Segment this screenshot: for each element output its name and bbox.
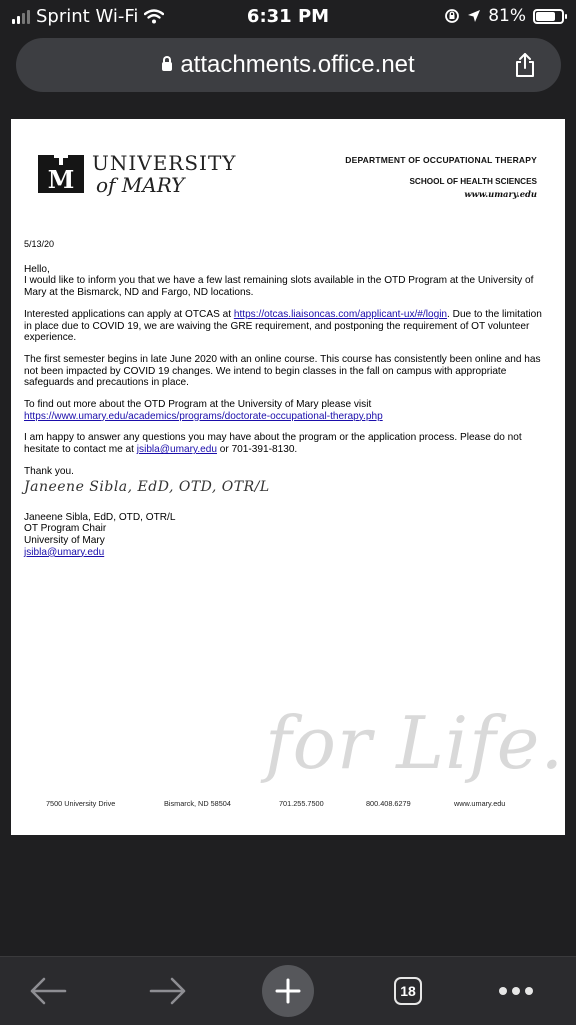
signer-block <box>24 512 551 559</box>
school-name: SCHOOL OF HEALTH SCIENCES <box>409 177 537 186</box>
carrier-label: Sprint Wi-Fi <box>36 6 139 27</box>
footer-address: 7500 University Drive <box>46 799 116 808</box>
footer-city: Bismarck, ND 58504 <box>164 799 231 808</box>
url-text: attachments.office.net <box>180 51 415 78</box>
status-bar <box>0 0 576 34</box>
letter-date: 5/13/20 <box>24 239 55 249</box>
footer-tollfree: 800.408.6279 <box>366 799 411 808</box>
clock: 6:31 PM <box>246 6 330 27</box>
letter-body <box>24 239 551 558</box>
paragraph-1: I would like to inform you that we have a few last remaining slots available in the OTD Program at the University of Mary at the Bismarck, ND and Fargo, ND locations. <box>24 275 534 299</box>
logo-mark <box>38 155 84 193</box>
paragraph-3: The first semester begins in late June 2020 with an online course. This course has consistently been online and has not been impacted by COVID 19 changes. We intend to begin classes in the fall on campus with appropriate safeguards and precautions in place. <box>24 353 541 389</box>
signer-org: University of Mary <box>24 534 105 546</box>
university-logo <box>38 152 237 196</box>
more-dots-icon <box>499 987 533 995</box>
forward-button[interactable] <box>142 965 194 1017</box>
website: www.umary.edu <box>464 189 537 199</box>
document-page[interactable] <box>11 119 565 835</box>
closing: Thank you. <box>24 465 74 477</box>
paragraph-5 <box>24 432 551 455</box>
new-tab-button[interactable] <box>262 965 314 1017</box>
battery-percent: 81% <box>488 6 526 26</box>
tab-count: 18 <box>394 977 422 1005</box>
paragraph-2-text: Interested applications can apply at OTCAS at <box>24 308 234 320</box>
url-display[interactable] <box>16 51 561 79</box>
paragraph-intro <box>24 264 551 299</box>
footer-web: www.umary.edu <box>454 799 506 808</box>
watermark: for Life. <box>265 701 565 785</box>
tab-switcher-button[interactable] <box>382 965 434 1017</box>
logo-line-2: of MARY <box>96 173 185 197</box>
program-link[interactable]: https://www.umary.edu/academics/programs/doctorate-occupational-therapy.php <box>24 410 383 422</box>
location-icon <box>467 9 481 23</box>
signer-name: Janeene Sibla, EdD, OTD, OTR/L <box>24 511 176 523</box>
paragraph-5-rest: or 701-391-8130. <box>216 444 298 456</box>
handwritten-signature <box>24 478 551 512</box>
lock-icon <box>162 62 172 71</box>
battery-fill <box>536 12 555 21</box>
arrow-right-icon <box>148 976 188 1006</box>
department-block <box>345 155 537 199</box>
status-right <box>444 6 564 26</box>
paragraph-2-rest: . Due to the limitation in place due to COVID 19, we are waiving the GRE requirement, and postponing the requirement of OT volunteer experience. <box>24 308 542 344</box>
more-button[interactable] <box>490 965 542 1017</box>
department-name: DEPARTMENT OF OCCUPATIONAL THERAPY <box>345 155 537 165</box>
greeting: Hello, <box>24 263 50 275</box>
share-icon[interactable] <box>513 52 537 78</box>
paragraph-2 <box>24 309 551 344</box>
signer-title: OT Program Chair <box>24 523 107 535</box>
footer-phone: 701.255.7500 <box>279 799 324 808</box>
browser-toolbar <box>0 956 576 1025</box>
paragraph-4-text: To find out more about the OTD Program at the University of Mary please visit <box>24 399 372 411</box>
back-button[interactable] <box>22 965 74 1017</box>
new-tab-circle <box>262 965 314 1017</box>
battery-icon <box>533 9 564 24</box>
logo-wordmark <box>92 152 237 196</box>
signer-email-link[interactable]: jsibla@umary.edu <box>24 546 105 558</box>
orientation-lock-icon <box>444 8 460 24</box>
logo-mark-letter: M <box>47 165 75 194</box>
plus-icon <box>274 977 302 1005</box>
otcas-link[interactable]: https://otcas.liaisoncas.com/applicant-ux/#/login <box>233 308 448 320</box>
signature-text: Janeene Sibla, EdD, OTD, OTR/L <box>24 478 270 495</box>
paragraph-4 <box>24 399 551 422</box>
email-link[interactable]: jsibla@umary.edu <box>136 444 217 456</box>
address-bar[interactable] <box>16 38 561 92</box>
paragraph-5-text: I am happy to answer any questions you may have about the program or the application process. Please do not hesitate to contact me at <box>24 432 522 456</box>
logo-line-1: UNIVERSITY <box>92 151 237 175</box>
arrow-left-icon <box>28 976 68 1006</box>
